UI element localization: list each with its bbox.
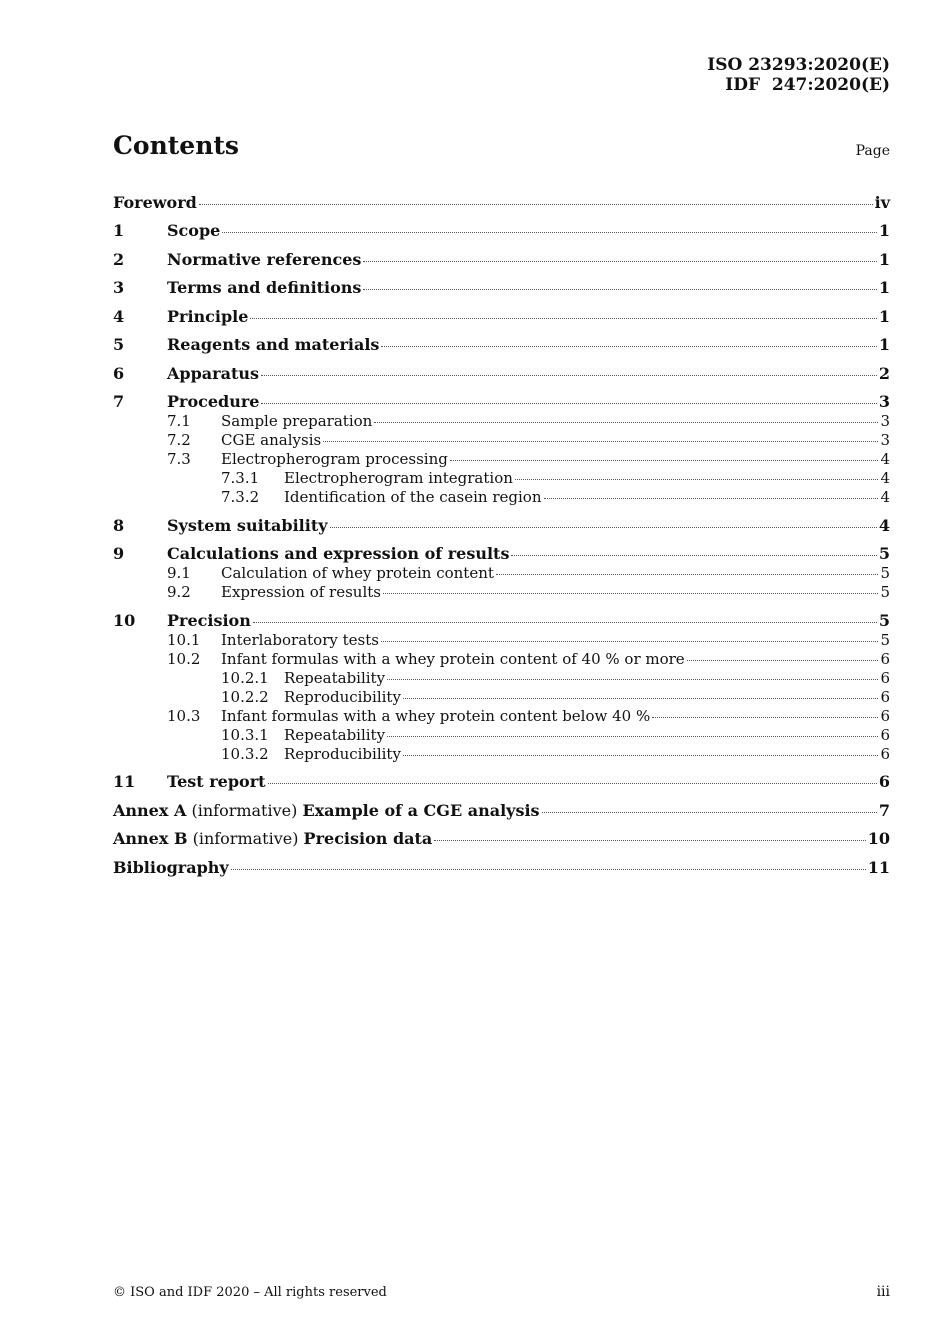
dot-leader [383, 593, 878, 594]
toc-entry-page: 6 [880, 706, 890, 725]
toc-entry-page: 2 [878, 363, 890, 383]
toc-entry-page: 6 [880, 649, 890, 668]
toc-entry-title: Procedure [167, 392, 260, 411]
toc-entry[interactable] [113, 364, 890, 384]
toc-entry[interactable] [113, 221, 890, 241]
toc-entry-page: 5 [880, 564, 890, 582]
toc-entry-page: 6 [880, 725, 890, 744]
toc-entry-page: 1 [878, 335, 890, 354]
dot-leader [381, 641, 879, 642]
toc-entry[interactable] [113, 392, 890, 412]
page-title: Contents [113, 131, 240, 160]
dot-leader [363, 289, 876, 290]
page-number: iii [876, 1284, 890, 1300]
dot-leader [374, 422, 878, 423]
toc-entry-page: 1 [878, 249, 890, 269]
toc-entry[interactable] [113, 650, 890, 669]
toc-entry[interactable] [113, 469, 890, 488]
annex-note: (informative) [186, 800, 303, 820]
annex-entry-page: 7 [878, 800, 890, 820]
iso-standard-number: ISO 23293:2020(E) [707, 55, 890, 75]
toc-entry-title: Reagents and materials [167, 335, 380, 354]
toc-entry-title: Electropherogram integration [284, 469, 513, 487]
document-header [707, 55, 890, 95]
toc-entry-number: 9.2 [167, 583, 191, 601]
annex-entry[interactable] [113, 829, 890, 849]
dot-leader [231, 869, 866, 870]
toc-entry-page: 6 [880, 744, 890, 763]
toc-entry[interactable] [113, 707, 890, 726]
toc-entry[interactable] [113, 564, 890, 583]
toc-entry-number: 10.3 [167, 706, 201, 725]
toc-entry-title: Infant formulas with a whey protein content of 40 % or more [221, 649, 685, 668]
toc-entry[interactable] [113, 611, 890, 631]
toc-entry-number: 9 [113, 544, 125, 563]
toc-entry[interactable] [113, 745, 890, 764]
toc-entry-title: Reproducibility [284, 744, 401, 763]
toc-entry-title: Principle [167, 306, 249, 326]
toc-entry-page: 4 [880, 469, 890, 487]
annex-entry-title [113, 829, 432, 849]
dot-leader [222, 232, 877, 233]
toc-entry-number: 10.1 [167, 630, 201, 649]
toc-entry-title: Sample preparation [221, 412, 373, 430]
dot-leader [687, 660, 879, 661]
toc-entry[interactable] [113, 516, 890, 536]
toc-entry-title: Calculations and expression of results [167, 544, 510, 563]
toc-entry[interactable] [113, 669, 890, 688]
toc-entry-page: 3 [880, 431, 890, 449]
toc-entry-title: Terms and definitions [167, 278, 362, 297]
toc-entry[interactable] [113, 688, 890, 707]
toc-entry-number: 10 [113, 610, 136, 630]
copyright-notice: © ISO and IDF 2020 – All rights reserved [113, 1285, 387, 1300]
toc-entry-page: 4 [880, 488, 890, 506]
toc-entry-number: 4 [113, 306, 125, 326]
page-column-label: Page [855, 143, 890, 159]
toc-entry[interactable] [113, 307, 890, 327]
dot-leader [261, 403, 876, 404]
dot-leader [515, 479, 879, 480]
toc-entry-page: 4 [878, 515, 890, 535]
toc-entry-title: CGE analysis [221, 431, 322, 449]
toc-entry-page: 1 [878, 306, 890, 326]
dot-leader [544, 498, 879, 499]
toc-entry[interactable] [113, 250, 890, 270]
toc-entry-title: Calculation of whey protein content [221, 564, 494, 582]
toc-entry-title: Interlaboratory tests [221, 630, 379, 649]
toc-entry-title: Infant formulas with a whey protein content below 40 % [221, 706, 651, 725]
table-of-contents [113, 184, 890, 878]
toc-entry-number: 10.2.1 [221, 668, 269, 687]
toc-entry-number: 10.2 [167, 649, 201, 668]
toc-entry-page: 4 [880, 450, 890, 468]
toc-entry-page: 3 [878, 392, 890, 411]
toc-entry-number: 7 [113, 392, 125, 411]
dot-leader [330, 527, 877, 528]
toc-entry-title: Normative references [167, 249, 362, 269]
dot-leader [363, 261, 876, 262]
toc-entry-number: 7.3.2 [221, 488, 260, 506]
annex-entry-title [113, 801, 540, 821]
toc-entry-number: 10.3.1 [221, 725, 269, 744]
dot-leader [652, 717, 878, 718]
toc-entry[interactable] [113, 278, 890, 298]
toc-entry-title: Scope [167, 221, 221, 240]
dot-leader [261, 375, 877, 376]
toc-entry-number: 9.1 [167, 564, 191, 582]
toc-entry[interactable] [113, 431, 890, 450]
annex-title: Precision data [303, 829, 433, 848]
dot-leader [496, 574, 879, 575]
dot-leader [199, 204, 873, 205]
toc-entry-number: 3 [113, 278, 125, 297]
toc-entry[interactable] [113, 412, 890, 431]
toc-entry-number: 7.3.1 [221, 469, 260, 487]
annex-label: Annex A [113, 800, 187, 820]
toc-entry-page: 5 [878, 610, 890, 630]
toc-entry-title: System suitability [167, 515, 328, 535]
toc-entry-title: Expression of results [221, 583, 381, 601]
toc-entry[interactable] [113, 726, 890, 745]
toc-entry-number: 2 [113, 249, 125, 269]
dot-leader [250, 318, 876, 319]
toc-entry[interactable] [113, 772, 890, 792]
toc-entry-number: 10.3.2 [221, 744, 269, 763]
bibliography-title: Bibliography [113, 857, 229, 877]
toc-entry-page: 6 [878, 772, 890, 791]
annex-entry-page: 10 [867, 829, 890, 848]
dot-leader [542, 812, 877, 813]
dot-leader [434, 840, 865, 841]
toc-entry-page: iv [874, 192, 890, 212]
toc-entry-page: 3 [880, 412, 890, 430]
dot-leader [253, 622, 877, 623]
bibliography-page: 11 [867, 857, 890, 877]
toc-entry-title: Foreword [113, 192, 197, 212]
toc-entry-page: 5 [878, 544, 890, 563]
toc-entry-page: 1 [878, 221, 890, 240]
dot-leader [403, 755, 879, 756]
dot-leader [511, 555, 876, 556]
toc-entry[interactable] [113, 544, 890, 564]
toc-entry-page: 5 [880, 630, 890, 649]
toc-entry[interactable] [113, 335, 890, 355]
toc-entry-title: Repeatability [284, 668, 386, 687]
bibliography-entry[interactable] [113, 858, 890, 878]
annex-label: Annex B [113, 829, 188, 848]
toc-entry-title: Repeatability [284, 725, 386, 744]
dot-leader [403, 698, 879, 699]
dot-leader [268, 783, 877, 784]
toc-entry[interactable] [113, 488, 890, 507]
toc-entry-title: Reproducibility [284, 687, 401, 706]
toc-entry[interactable] [113, 450, 890, 469]
toc-entry[interactable] [113, 583, 890, 602]
toc-entry-title: Electropherogram processing [221, 450, 448, 468]
toc-entry-number: 5 [113, 335, 125, 354]
dot-leader [381, 346, 876, 347]
toc-entry[interactable] [113, 631, 890, 650]
annex-entry[interactable] [113, 801, 890, 821]
toc-entry-title: Apparatus [167, 363, 259, 383]
toc-entry-title: Test report [167, 772, 266, 791]
toc-entry-title: Identification of the casein region [284, 488, 542, 506]
toc-entry-number: 7.1 [167, 412, 191, 430]
toc-entry-page: 1 [878, 278, 890, 297]
annex-title: Example of a CGE analysis [302, 800, 540, 820]
dot-leader [450, 460, 879, 461]
toc-entry-number: 6 [113, 363, 125, 383]
toc-entry-page: 6 [880, 668, 890, 687]
dot-leader [387, 679, 878, 680]
toc-entry-number: 1 [113, 221, 125, 240]
idf-standard-number: IDF 247:2020(E) [725, 75, 890, 95]
toc-entry-number: 11 [113, 772, 136, 791]
toc-entry-number: 7.3 [167, 450, 191, 468]
toc-entry-number: 10.2.2 [221, 687, 269, 706]
toc-entry-number: 8 [113, 515, 125, 535]
toc-entry-page: 5 [880, 583, 890, 601]
toc-entry-title: Precision [167, 610, 251, 630]
toc-entry-number: 7.2 [167, 431, 191, 449]
toc-entry[interactable] [113, 193, 890, 213]
dot-leader [323, 441, 878, 442]
dot-leader [387, 736, 878, 737]
toc-entry-page: 6 [880, 687, 890, 706]
annex-note: (informative) [187, 829, 304, 848]
